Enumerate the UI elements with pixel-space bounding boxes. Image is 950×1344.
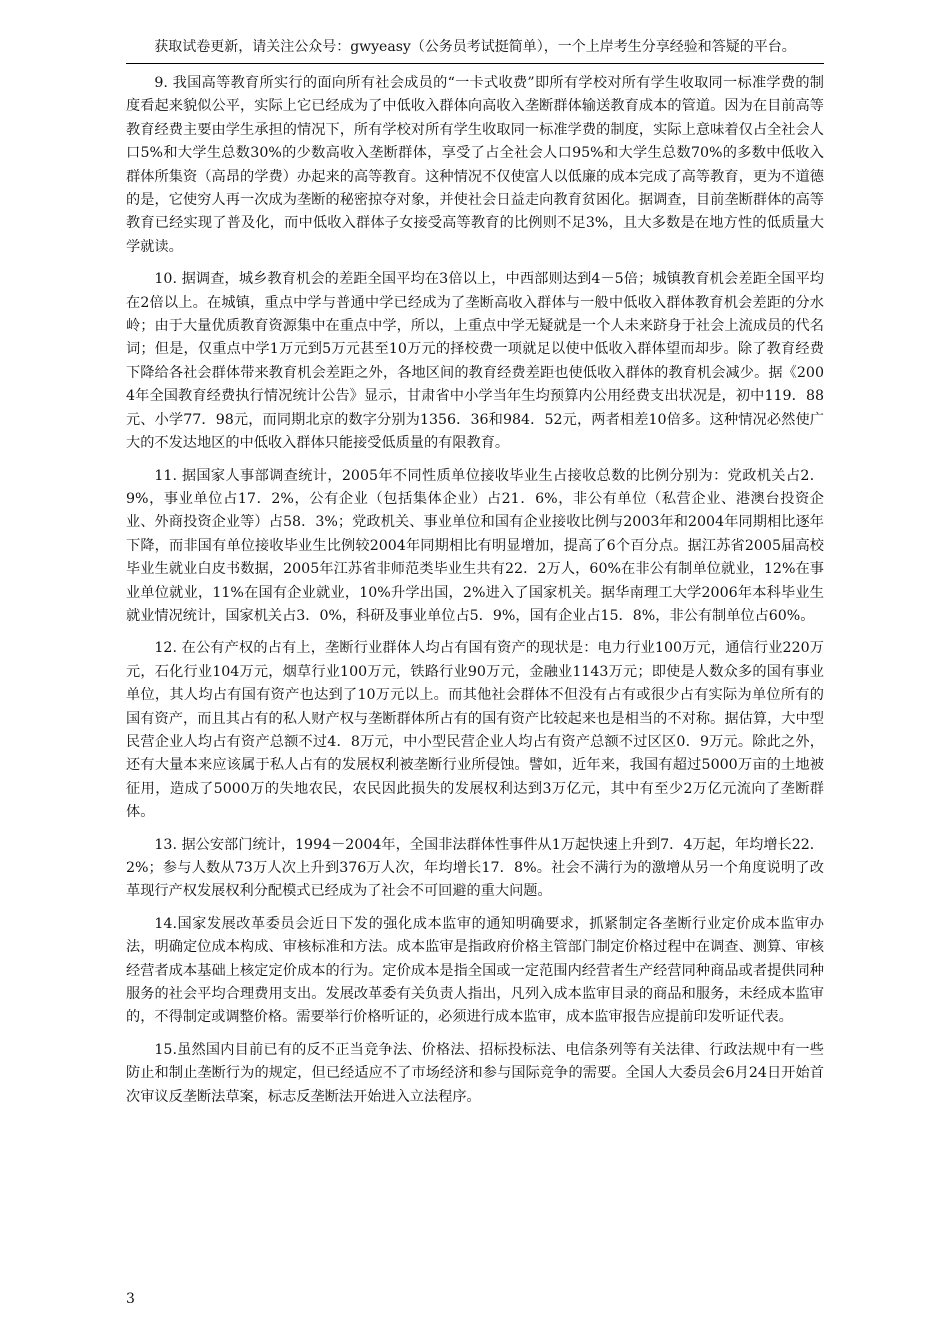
- page-number: 3: [126, 1291, 135, 1307]
- paragraph-14: 14.国家发展改革委员会近日下发的强化成本监审的通知明确要求，抓紧制定各垄断行业定价成本监审办法，明确定位成本构成、审核标准和方法。成本监审是指政府价格主管部门制定价格过程中在调查、测算、审核经营者成本基础上核定定价成本的行为。定价成本是指全国或一定范围内经营者生产经营同种商品或者提供同种服务的社会平均合理费用支出。发展改革委有关负责人指出，凡列入成本监审目录的商品和服务，未经成本监审的，不得制定或调整价格。需要举行价格听证的，必须进行成本监审，成本监审报告应提前印发听证代表。: [126, 915, 824, 1026]
- paragraph-9: 9. 我国高等教育所实行的面向所有社会成员的“一卡式收费”即所有学校对所有学生收取同一标准学费的制度看起来貌似公平，实际上它已经成为了中低收入群体向高收入垄断群体输送教育成本的管道。因为在目前高等教育经费主要由学生承担的情况下，所有学校对所有学生收取同一标准学费的制度，实际上意味着仅占全社会人口5%和大学生总数30%的少数高收入垄断群体，享受了占全社会人口95%和大学生总数70%的多数中低收入群体所集资（高昂的学费）办起来的高等教育。这种情况不仅使富人以低廉的成本完成了高等教育，更为不道德的是，它使穷人再一次成为垄断的秘密掠夺对象，并使社会日益走向教育贫困化。据调查，目前垄断群体的高等教育已经实现了普及化，而中低收入群体子女接受高等教育的比例则不足3%，且大多数是在地方性的低质量大学就读。: [126, 75, 824, 255]
- page-header: [126, 38, 824, 64]
- paragraph-10: 10. 据调查，城乡教育机会的差距全国平均在3倍以上，中西部则达到4－5倍；城镇教育机会差距全国平均在2倍以上。在城镇，重点中学与普通中学已经成为了垄断高收入群体与一般中低收入群体教育机会差距的分水岭；由于大量优质教育资源集中在重点中学，所以，上重点中学无疑就是一个人未来跻身于社会上流成员的代名词；但是，仅重点中学1万元到5万元甚至10万元的择校费一项就足以使中低收入群体望而却步。除了教育经费下降给各社会群体带来教育机会差距之外，各地区间的教育经费差距也使低收入群体的教育机会减少。据《2004年全国教育经费执行情况统计公告》显示，甘肃省中小学当年生均预算内公用经费支出状况是，初中119．88元、小学77．98元，而同期北京的数字分别为1356．36和984．52元，两者相差10倍多。这种情况必然使广大的不发达地区的中低收入群体只能接受低质量的有限教育。: [126, 271, 824, 452]
- header-text: 获取试卷更新，请关注公众号：gwyeasy（公务员考试挺简单），一个上岸考生分享经验和答疑的平台。: [154, 39, 796, 55]
- paragraph-13: 13. 据公安部门统计，1994－2004年，全国非法群体性事件从1万起快速上升到7．4万起，年均增长22．2%；参与人数从73万人次上升到376万人次，年均增长17．8%。社会不满行为的激增从另一个角度说明了改革现行产权发展权利分配模式已经成为了社会不可回避的重大问题。: [126, 836, 824, 900]
- paragraph-12: 12. 在公有产权的占有上，垄断行业群体人均占有国有资产的现状是：电力行业100万元，通信行业220万元，石化行业104万元，烟草行业100万元，铁路行业90万元，金融业1143万元；即使是人数众多的国有事业单位，其人均占有国有资产也达到了10万元以上。而其他社会群体不但没有占有或很少占有实际为单位所有的国有资产，而且其占有的私人财产权与垄断群体所占有的国有资产比较起来也是相当的不对称。据估算，大中型民营企业人均占有资产总额不过4．8万元，中小型民营企业人均占有资产总额不过区区0．9万元。除此之外，还有大量本来应该属于私人占有的发展权利被垄断行业所侵蚀。譬如，近年来，我国有超过5000万亩的土地被征用，造成了5000万的失地农民，农民因此损失的发展权利达到3万亿元，其中有至少2万亿元流向了垄断群体。: [126, 640, 824, 821]
- paragraph-15: 15.虽然国内目前已有的反不正当竞争法、价格法、招标投标法、电信条列等有关法律、行政法规中有一些防止和制止垄断行为的规定，但已经适应不了市场经济和参与国际竞争的需要。全国人大委员会6月24日开始首次审议反垄断法草案，标志反垄断法开始进入立法程序。: [126, 1041, 824, 1105]
- paragraph-11: 11. 据国家人事部调查统计，2005年不同性质单位接收毕业生占接收总数的比例分别为：党政机关占2．9%，事业单位占17．2%，公有企业（包括集体企业）占21．6%，非公有单位（私营企业、港澳台投资企业、外商投资企业等）占58．3%；党政机关、事业单位和国有企业接收比例与2003年和2004年同期相比逐年下降，而非国有单位接收毕业生比例较2004年同期相比有明显增加，提高了6个百分点。据江苏省2005届高校毕业生就业白皮书数据，2005年江苏省非师范类毕业生共有22．2万人，60%在非公有制单位就业，12%在事业单位就业，11%在国有企业就业，10%升学出国，2%进入了国家机关。据华南理工大学2006年本科毕业生就业情况统计，国家机关占3．0%，科研及事业单位占5．9%，国有企业占15．8%，非公有制单位占60%。: [126, 467, 824, 624]
- document-body: [126, 72, 824, 1118]
